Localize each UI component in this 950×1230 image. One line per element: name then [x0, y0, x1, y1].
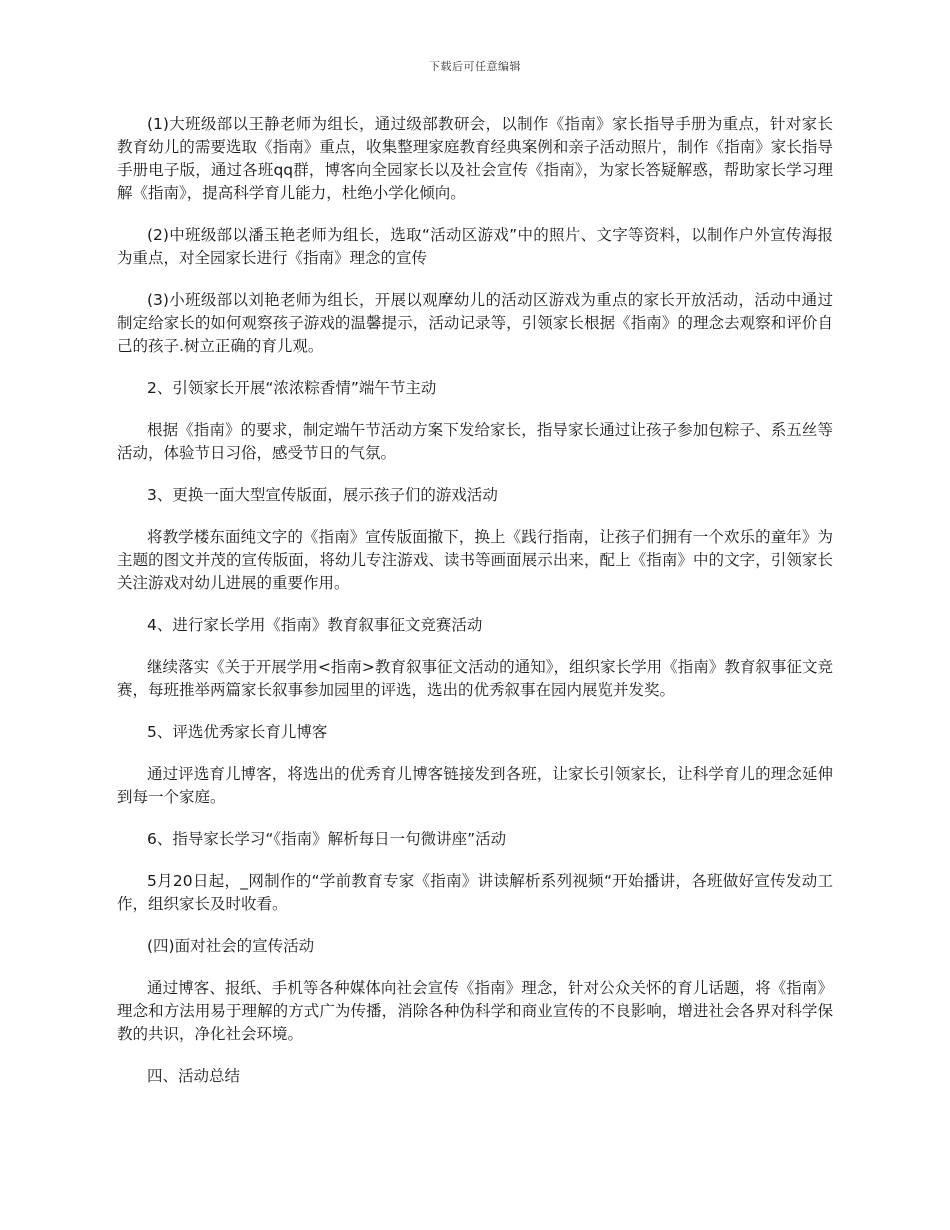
paragraph-publicity-board: 将教学楼东面纯文字的《指南》宣传版面撤下，换上《践行指南，让孩子们拥有一个欢乐的童年》为主题的图文并茂的宣传版面，将幼儿专注游戏、读书等画面展示出来，配上《指南》中的文字，引领家长关注游戏对幼儿进展的重要作用。 [117, 528, 833, 592]
paragraph-social-publicity: 通过博客、报纸、手机等各种媒体向社会宣传《指南》理念，针对公众关怀的育儿话题，将《指南》理念和方法用易于理解的方式广为传播，消除各种伪科学和商业宣传的不良影响，增进社会各界对科学保教的共识，净化社会环境。 [117, 979, 833, 1043]
paragraph-junior-class: (3)小班级部以刘艳老师为组长，开展以观摩幼儿的活动区游戏为重点的家长开放活动，活动中通过制定给家长的如何观察孩子游戏的温馨提示，活动记录等，引领家长根据《指南》的理念去观察和评价自己的孩子.树立正确的育儿观。 [117, 291, 833, 355]
paragraph-micro-lecture: 5月20日起，_网制作的“学前教育专家《指南》讲读解析系列视频“开始播讲，各班做好宣传发动工作，组织家长及时收看。 [117, 872, 833, 913]
paragraph-essay-contest: 继续落实《关于开展学用<指南>教育叙事征文活动的通知》，组织家长学用《指南》教育叙事征文竞赛，每班推举两篇家长叙事参加园里的评选，选出的优秀叙事在园内展览并发奖。 [117, 658, 833, 699]
heading-activity-summary: 四、活动总结 [147, 1067, 241, 1085]
page-header: 下载后可任意编辑 [429, 60, 521, 73]
heading-essay-contest: 4、进行家长学用《指南》教育叙事征文竞赛活动 [147, 616, 483, 634]
paragraph-middle-class: (2)中班级部以潘玉艳老师为组长，选取“活动区游戏”中的照片、文字等资料，以制作户外宣传海报为重点，对全园家长进行《指南》理念的宣传 [117, 226, 833, 267]
heading-micro-lecture: 6、指导家长学习“《指南》解析每日一句微讲座”活动 [147, 830, 507, 848]
paragraph-parent-blog: 通过评选育儿博客，将选出的优秀育儿博客链接发到各班，让家长引领家长，让科学育儿的理念延伸到每一个家庭。 [117, 765, 833, 806]
paragraph-senior-class: (1)大班级部以王静老师为组长，通过级部教研会，以制作《指南》家长指导手册为重点，针对家长教育幼儿的需要选取《指南》重点，收集整理家庭教育经典案例和亲子活动照片，制作《指南》家长指导手册电子版，通过各班qq群，博客向全园家长以及社会宣传《指南》，为家长答疑解惑，帮助家长学习理解《指南》，提高科学育儿能力，杜绝小学化倾向。 [117, 115, 833, 202]
heading-dragon-boat: 2、引领家长开展“浓浓粽香情”端午节主动 [147, 379, 437, 397]
document-body [117, 113, 833, 1107]
heading-publicity-board: 3、更换一面大型宣传版面，展示孩子们的游戏活动 [147, 486, 498, 504]
paragraph-dragon-boat: 根据《指南》的要求，制定端午节活动方案下发给家长，指导家长通过让孩子参加包粽子、系五丝等活动，体验节日习俗，感受节日的气氛。 [117, 421, 833, 462]
heading-social-publicity: (四)面对社会的宣传活动 [147, 937, 315, 955]
heading-parent-blog: 5、评选优秀家长育儿博客 [147, 723, 328, 741]
